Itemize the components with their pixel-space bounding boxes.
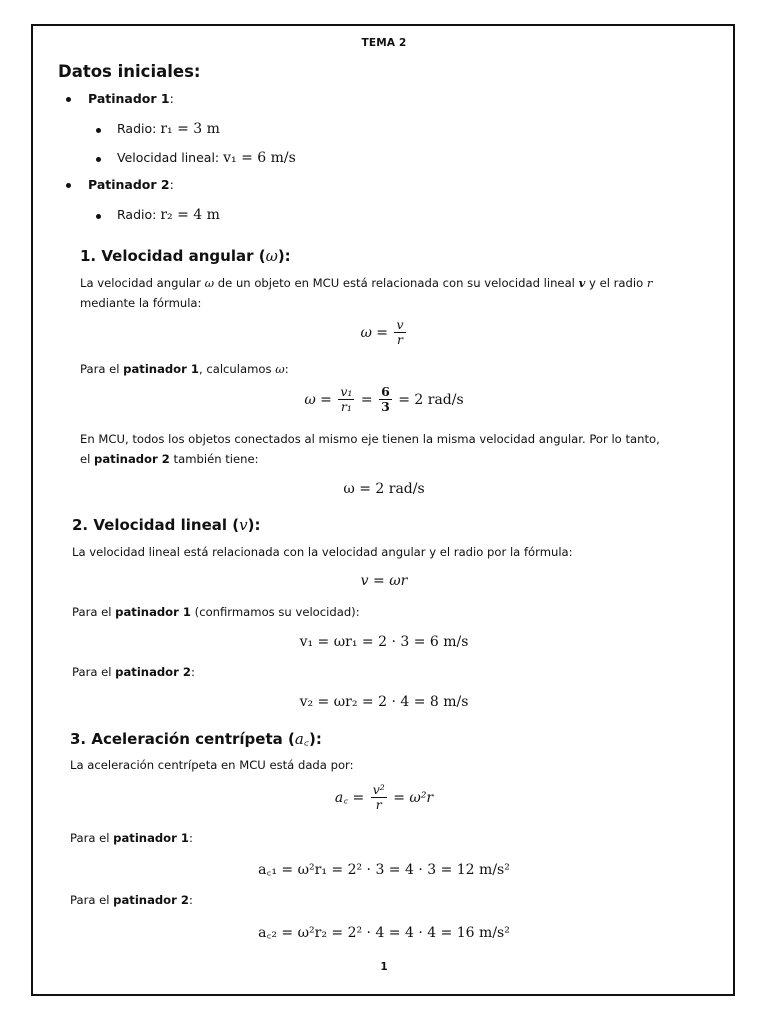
- section-3-title-text: 3. Aceleración centrípeta (: [70, 730, 295, 748]
- s2-p1-label: [72, 605, 360, 619]
- section-3-title-symbol: a꜀: [294, 730, 309, 748]
- section-3-title: [70, 729, 322, 749]
- bold-text: patinador 2: [113, 893, 189, 907]
- formula-ac: [0, 783, 768, 813]
- section-1-title-symbol: ω: [265, 247, 278, 265]
- ac1-equation: a꜀₁ = ω²r₁ = 2² · 3 = 4 · 3 = 12 m/s²: [258, 862, 510, 878]
- colon: :: [169, 91, 174, 106]
- page-border: [31, 24, 735, 996]
- formula-rhs: = 2 rad/s: [393, 391, 464, 408]
- section-1-intro-line2: mediante la fórmula:: [80, 296, 202, 310]
- bullet-icon: [66, 97, 71, 102]
- radio-2-item: [117, 207, 220, 223]
- colon: :: [169, 177, 174, 192]
- section-2-title: [72, 516, 260, 534]
- formula-lhs: ω =: [304, 391, 337, 408]
- numerator: v: [396, 317, 404, 332]
- text: el: [80, 452, 95, 466]
- mcu-line1: En MCU, todos los objetos conectados al mismo eje tienen la misma velocidad angular. Por lo tanto,: [80, 432, 660, 446]
- s2-p2-label: [72, 665, 195, 679]
- radio-label: Radio:: [117, 207, 161, 222]
- formula-lhs: a꜀ =: [334, 789, 369, 806]
- text: :: [188, 893, 193, 907]
- denominator: r₁: [340, 399, 352, 415]
- omega-symbol: ω: [275, 362, 285, 376]
- patinador-2-item: [88, 177, 174, 192]
- bold-text: patinador 1: [113, 831, 189, 845]
- v2-equation: v₂ = ωr₂ = 2 · 4 = 8 m/s: [299, 694, 469, 710]
- numerator: v₁: [340, 384, 353, 399]
- radio-1-item: [117, 121, 220, 137]
- denominator: r: [375, 797, 382, 813]
- formula-v: v = ωr: [360, 573, 408, 589]
- bold-text: patinador 1: [123, 362, 199, 376]
- r1-value: r₁ = 3 m: [160, 121, 220, 137]
- numerator: 6: [381, 384, 390, 399]
- section-2-intro: La velocidad lineal está relacionada con la velocidad angular y el radio por la fórmula:: [72, 545, 573, 559]
- bold-text: patinador 1: [115, 605, 191, 619]
- fraction: [371, 783, 387, 813]
- patinador-1-item: [88, 91, 174, 106]
- radio-label: Radio:: [117, 121, 161, 136]
- mcu-line2: [80, 452, 259, 466]
- text: también tiene:: [169, 452, 259, 466]
- formula-lhs: ω =: [360, 324, 393, 341]
- r-symbol: r: [646, 276, 653, 290]
- text: , calculamos: [198, 362, 276, 376]
- v-symbol: v: [578, 276, 586, 290]
- text: Para el: [72, 605, 116, 619]
- text: Para el: [70, 893, 114, 907]
- text: Para el: [72, 665, 116, 679]
- formula-omega-calc: [0, 385, 768, 415]
- ac2-equation: a꜀₂ = ω²r₂ = 2² · 4 = 4 · 4 = 16 m/s²: [258, 925, 510, 941]
- text: (confirmamos su velocidad):: [190, 605, 360, 619]
- section-1-title-end: ):: [277, 247, 291, 265]
- denominator: 3: [381, 399, 390, 415]
- text: y el radio: [585, 276, 647, 290]
- page-number: 1: [380, 961, 388, 973]
- v1-equation: v₁ = ωr₁ = 2 · 3 = 6 m/s: [299, 634, 469, 650]
- bold-text: patinador 2: [115, 665, 191, 679]
- fraction: [379, 385, 392, 415]
- velocidad-1-item: [117, 150, 296, 166]
- text: :: [284, 362, 289, 376]
- text: de un objeto en MCU está relacionada con su velocidad lineal: [214, 276, 579, 290]
- section-1-intro-line1: [80, 276, 652, 290]
- s3-p1-label: [70, 831, 193, 845]
- text: Para el: [80, 362, 124, 376]
- section-3-intro: La aceleración centrípeta en MCU está dada por:: [70, 758, 354, 772]
- section-2-title-end: ):: [247, 516, 261, 534]
- omega-result: ω = 2 rad/s: [343, 481, 425, 497]
- page-header: TEMA 2: [361, 37, 407, 49]
- bullet-icon: [66, 183, 71, 188]
- bullet-icon: [96, 128, 101, 133]
- text: Para el: [70, 831, 114, 845]
- omega-symbol: ω: [204, 276, 215, 290]
- bold-text: patinador 2: [94, 452, 170, 466]
- section-1-title: [80, 247, 291, 265]
- denominator: r: [397, 332, 403, 348]
- formula-rhs: = ω²r: [388, 789, 434, 806]
- fraction: [394, 318, 405, 348]
- patinador-1-label: Patinador 1: [88, 91, 170, 106]
- velocidad-label: Velocidad lineal:: [117, 150, 224, 165]
- section-3-title-end: ):: [308, 730, 322, 748]
- text: :: [190, 665, 195, 679]
- datos-title: Datos iniciales:: [58, 62, 201, 81]
- section-2-title-text: 2. Velocidad lineal (: [72, 516, 240, 534]
- equals: =: [356, 391, 378, 408]
- patinador-2-label: Patinador 2: [88, 177, 170, 192]
- bullet-icon: [96, 157, 101, 162]
- text: La velocidad angular: [80, 276, 205, 290]
- section-1-title-text: 1. Velocidad angular (: [80, 247, 266, 265]
- r2-value: r₂ = 4 m: [160, 207, 220, 223]
- text: :: [188, 831, 193, 845]
- calc-intro: [80, 362, 289, 376]
- section-2-title-symbol: v: [239, 516, 248, 534]
- numerator: v²: [372, 782, 385, 797]
- formula-omega: [0, 318, 768, 348]
- s3-p2-label: [70, 893, 193, 907]
- fraction: [338, 385, 354, 415]
- v1-value: v₁ = 6 m/s: [223, 150, 296, 166]
- bullet-icon: [96, 214, 101, 219]
